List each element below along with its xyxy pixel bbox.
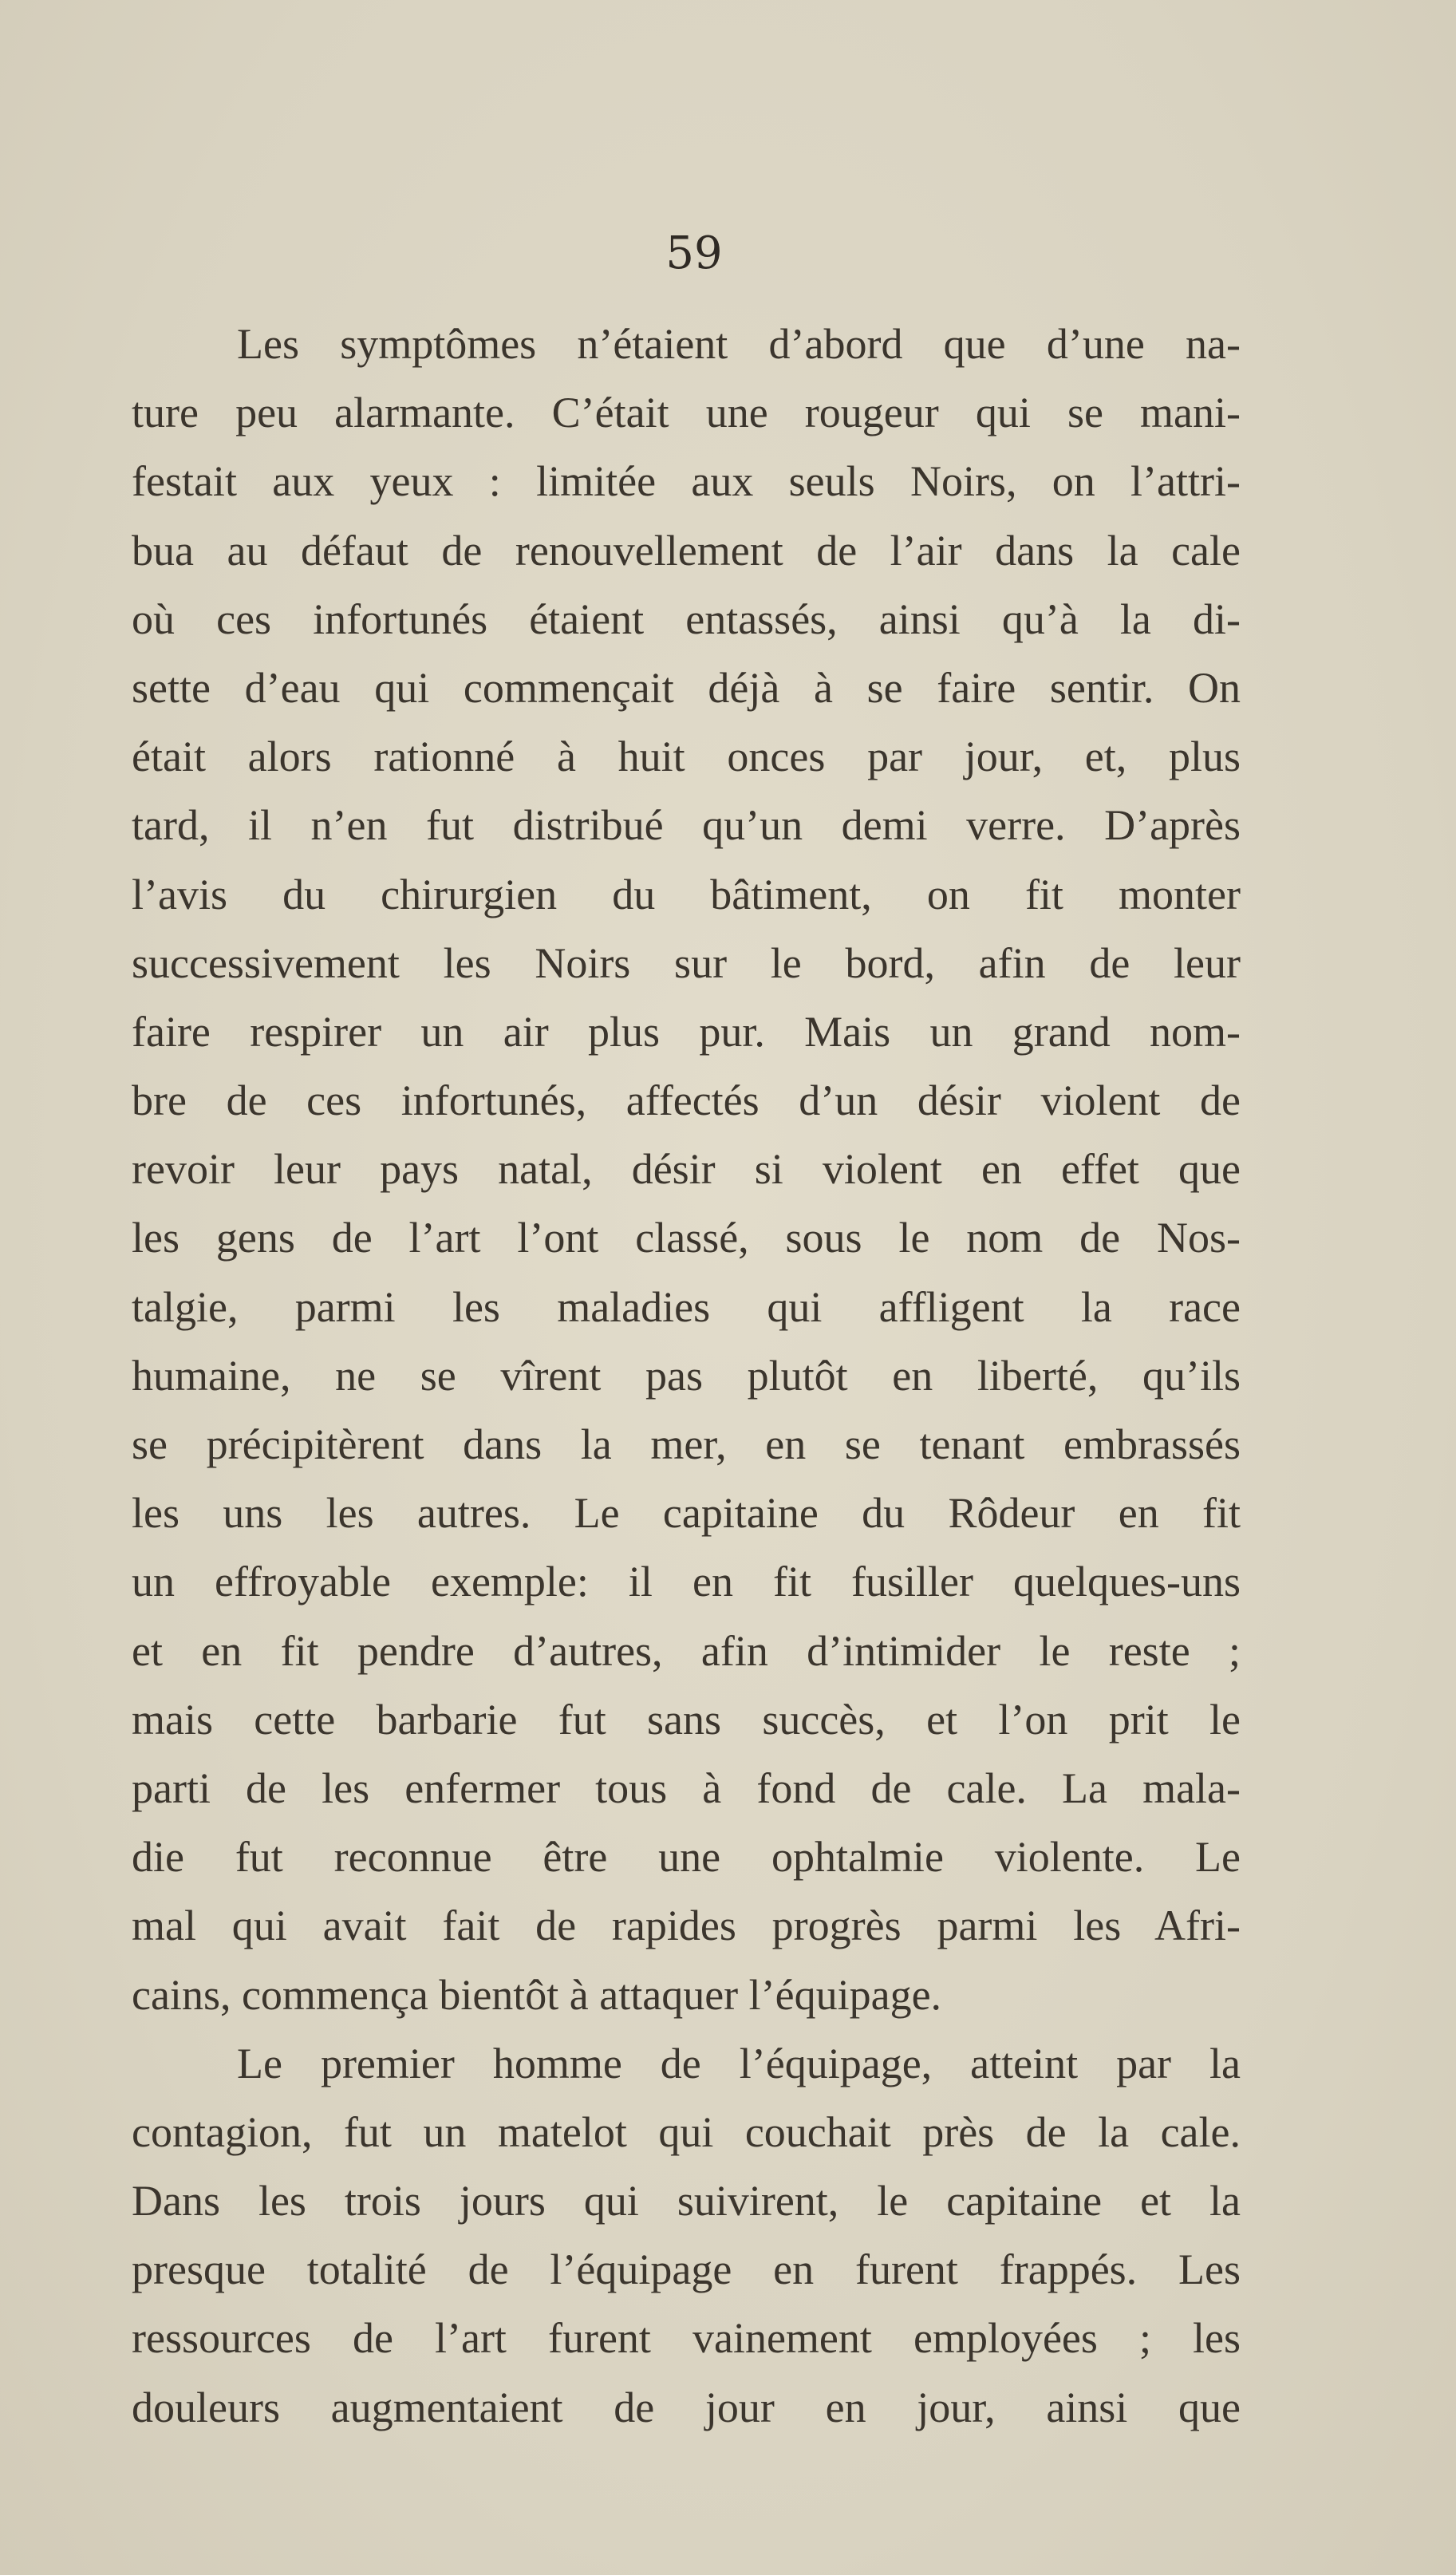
text-line: Les symptômes n’étaient d’abord que d’une na- [237, 320, 1241, 368]
text-line: les uns les autres. Le capitaine du Rôdeur en fit [132, 1489, 1241, 1538]
text-line: faire respirer un air plus pur. Mais un grand nom- [132, 1007, 1241, 1056]
text-line: presque totalité de l’équipage en furent frappés. Les [132, 2245, 1241, 2294]
text-line: ture peu alarmante. C’était une rougeur qui se mani- [132, 389, 1241, 437]
text-line: était alors rationné à huit onces par jour, et, plus [132, 733, 1241, 781]
text-line: et en fit pendre d’autres, afin d’intimider le reste ; [132, 1626, 1241, 1675]
text-line: die fut reconnue être une ophtalmie violente. Le [132, 1833, 1241, 1882]
text-line: contagion, fut un matelot qui couchait près de la cale. [132, 2107, 1241, 2156]
text-line: l’avis du chirurgien du bâtiment, on fit monter [132, 870, 1241, 918]
text-line: mal qui avait fait de rapides progrès parmi les Afri- [132, 1902, 1241, 1950]
text-line: sette d’eau qui commençait déjà à se faire sentir. On [132, 663, 1241, 712]
text-line: douleurs augmentaient de jour en jour, ainsi que [132, 2383, 1241, 2431]
text-line: Dans les trois jours qui suivirent, le capitaine et la [132, 2177, 1241, 2225]
text-line: talgie, parmi les maladies qui affligent la race [132, 1282, 1241, 1331]
text-line: cains, commença bientôt à attaquer l’équipage. [132, 1970, 942, 2019]
text-line: où ces infortunés étaient entassés, ainsi qu’à la di- [132, 594, 1241, 643]
text-line: parti de les enfermer tous à fond de cale. La mala- [132, 1763, 1241, 1812]
text-line: les gens de l’art l’ont classé, sous le nom de Nos- [132, 1214, 1241, 1262]
text-line: Le premier homme de l’équipage, atteint par la [237, 2039, 1241, 2087]
page-number: 59 [665, 227, 723, 279]
text-line: se précipitèrent dans la mer, en se tenant embrassés [132, 1420, 1241, 1468]
paragraph-2 [132, 2029, 1241, 2442]
text-line: successivement les Noirs sur le bord, afin de leur [132, 938, 1241, 987]
text-line: revoir leur pays natal, désir si violent en effet que [132, 1145, 1241, 1194]
text-line: bre de ces infortunés, affectés d’un désir violent de [132, 1076, 1241, 1125]
text-line: ressources de l’art furent vainement employées ; les [132, 2314, 1241, 2363]
text-line: bua au défaut de renouvellement de l’air dans la cale [132, 526, 1241, 575]
text-line: un effroyable exemple: il en fit fusiller quelques-uns [132, 1558, 1241, 1606]
text-line: festait aux yeux : limitée aux seuls Noirs, on l’attri- [132, 457, 1241, 506]
body-text [132, 310, 1241, 2442]
text-line: mais cette barbarie fut sans succès, et l’on prit le [132, 1695, 1241, 1744]
text-line: tard, il n’en fut distribué qu’un demi verre. D’après [132, 801, 1241, 850]
text-line: humaine, ne se vîrent pas plutôt en liberté, qu’ils [132, 1351, 1241, 1400]
paragraph-1 [132, 310, 1241, 2029]
